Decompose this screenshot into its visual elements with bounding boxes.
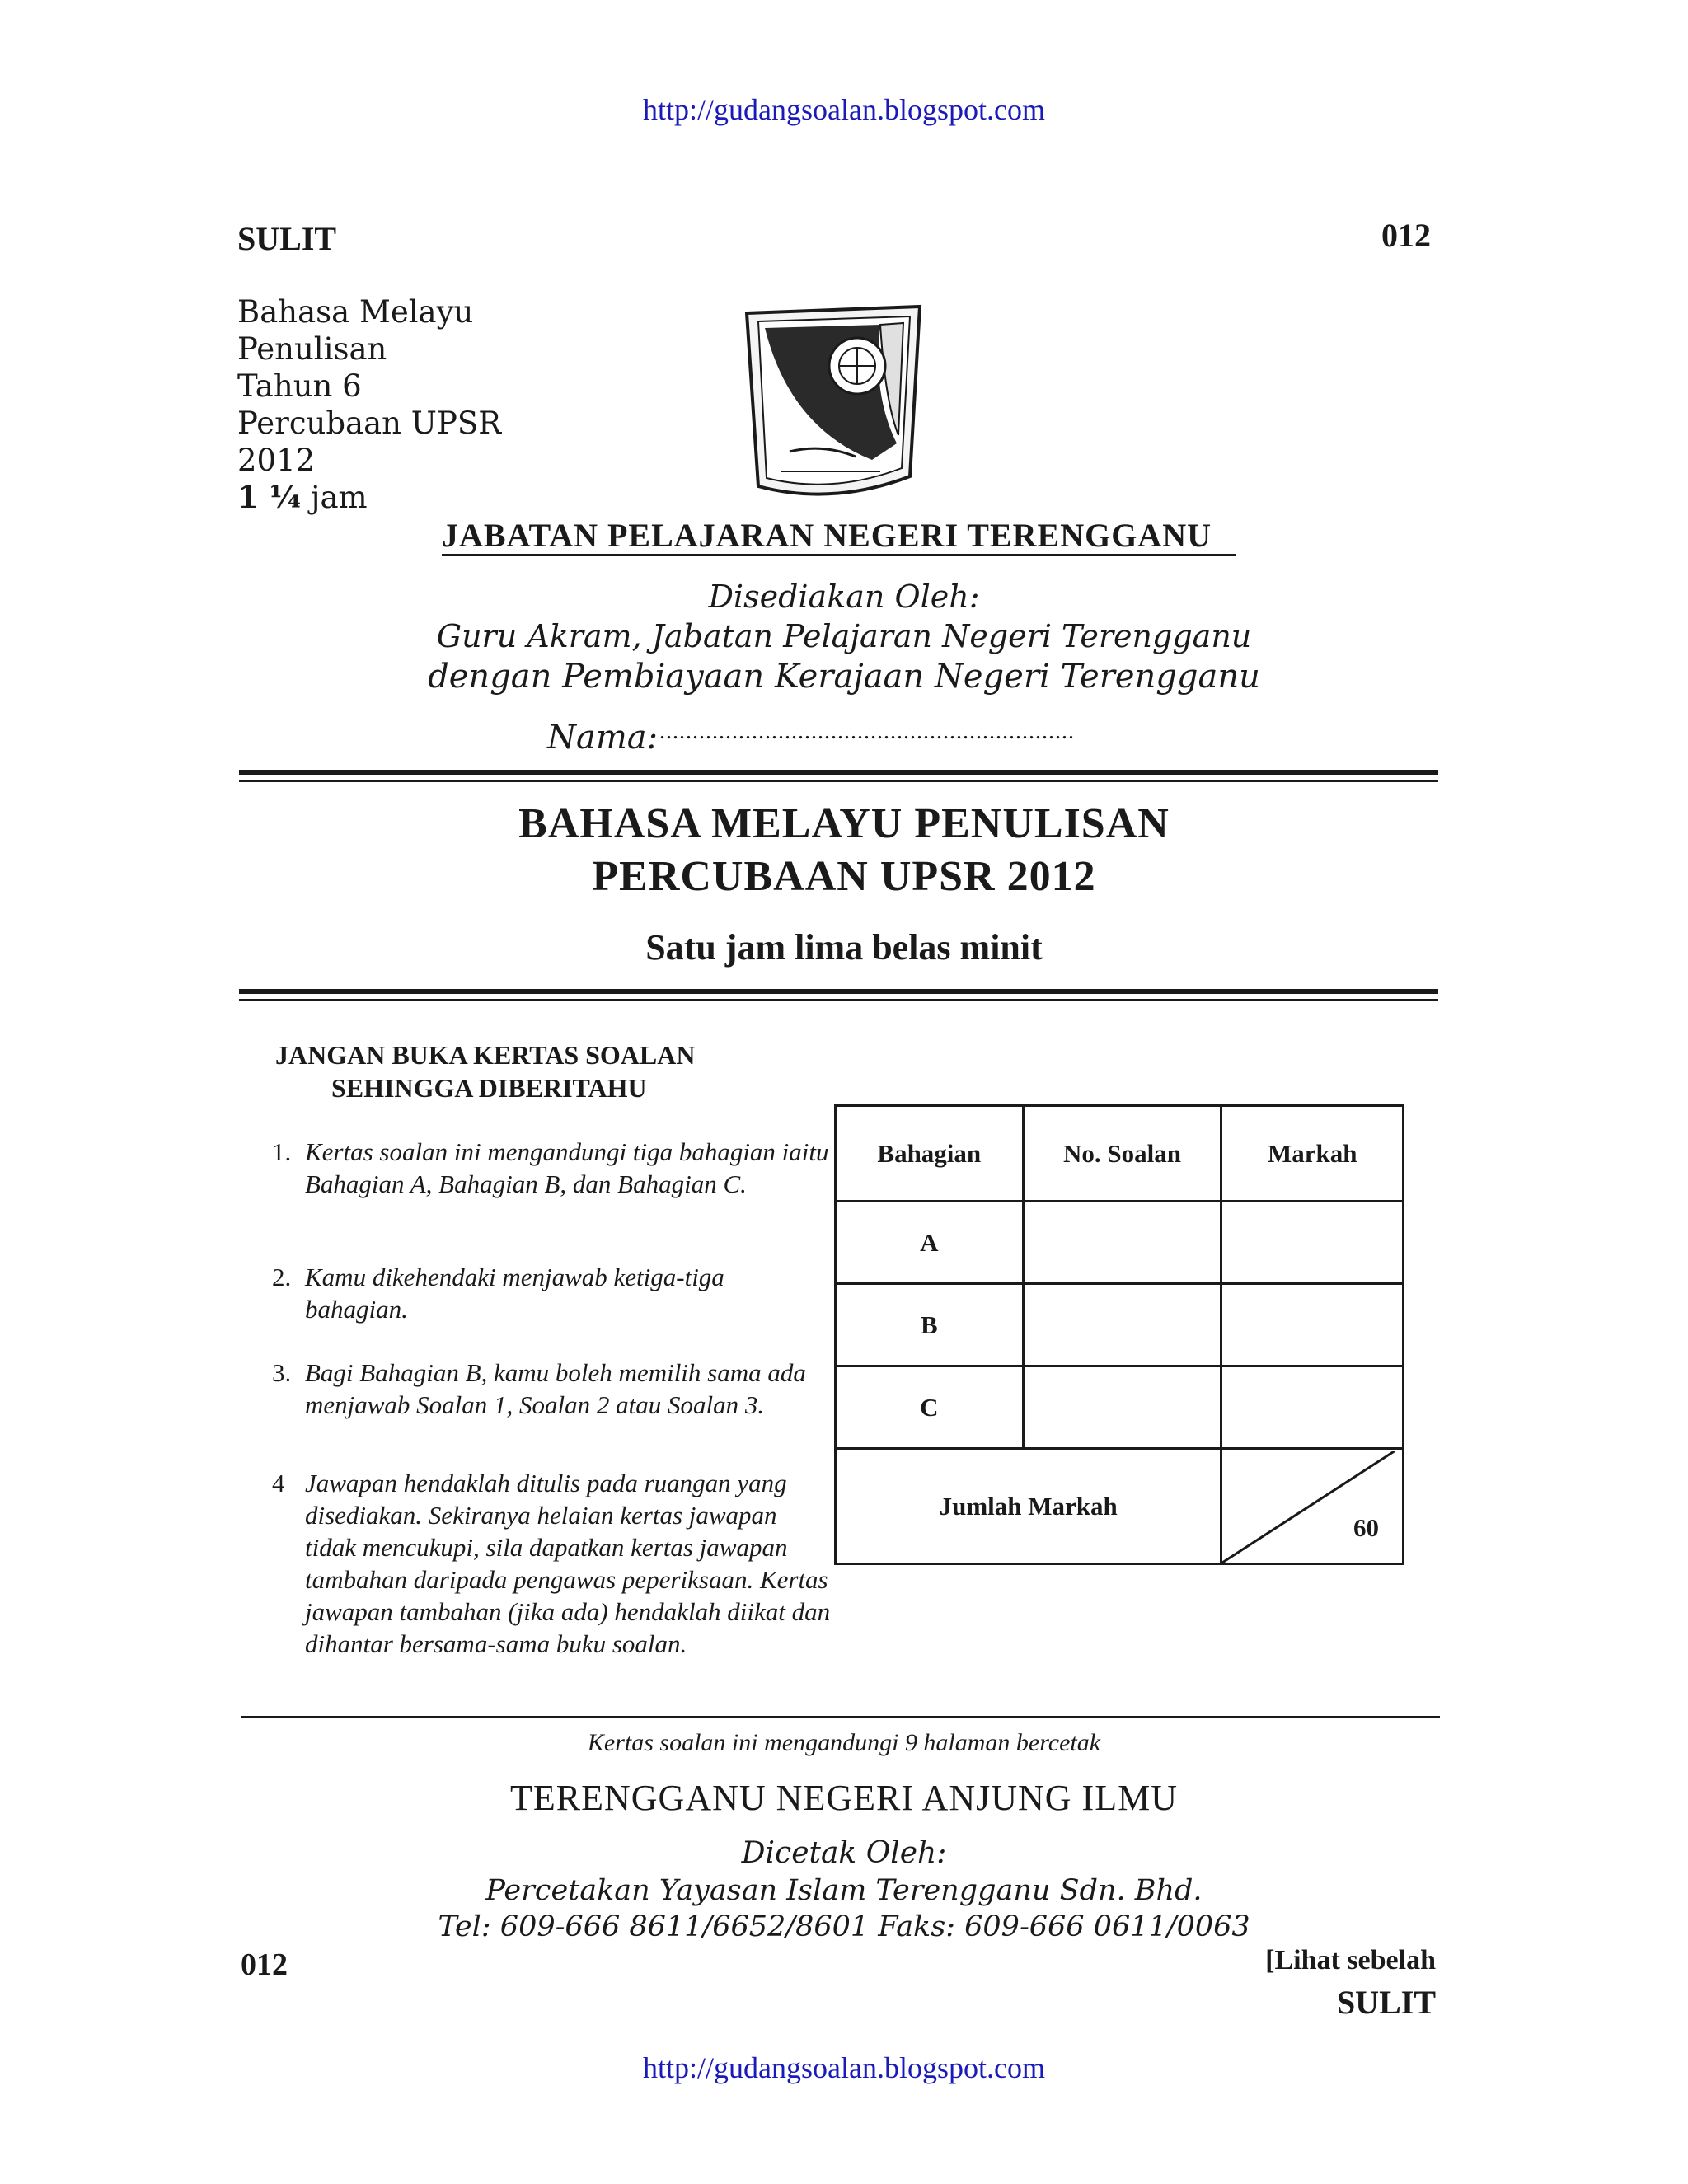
total-row	[836, 1449, 1404, 1564]
main-title: BAHASA MELAYU PENULISAN	[518, 800, 1170, 847]
printer-contact: Tel: 609-666 8611/6652/8601 Faks: 609-666 0611/0063	[438, 1910, 1250, 1943]
divider-top-thin	[239, 780, 1438, 782]
section-cell: C	[836, 1366, 1024, 1449]
year-level: Tahun 6	[237, 368, 362, 404]
warning-line-1: JANGAN BUKA KERTAS SOALAN	[275, 1040, 696, 1070]
duration-text: Satu jam lima belas minit	[645, 927, 1043, 968]
diagonal-line	[1222, 1451, 1395, 1563]
marks-table	[834, 1104, 1404, 1565]
department-underline	[442, 554, 1236, 556]
printed-label: Dicetak Oleh:	[741, 1836, 947, 1870]
instruction-number: 3.	[272, 1358, 292, 1387]
paper-meta	[237, 293, 501, 516]
see-next-page: [Lihat sebelah	[1265, 1945, 1436, 1975]
divider-top-thick	[239, 770, 1438, 775]
exam-name: Percubaan UPSR	[237, 405, 502, 441]
table-row	[836, 1284, 1404, 1366]
department-name: JABATAN PELAJARAN NEGERI TERENGGANU	[442, 517, 1212, 554]
printer-name: Percetakan Yayasan Islam Terengganu Sdn. Bhd.	[485, 1874, 1203, 1907]
instruction-text: Kamu dikehendaki menjawab ketiga-tiga bahagian.	[305, 1263, 724, 1324]
instruction-item	[272, 1357, 832, 1421]
instruction-text: Jawapan hendaklah ditulis pada ruangan yang disediakan. Sekiranya helaian kertas jawapan tidak mencukupi, sila dapatkan kertas jawapan tambahan daripada pengawas peperiksaan. Kertas jawapan tambahan (jika ada) hendaklah diikat dan dihantar bersama-sama buku soalan.	[305, 1469, 831, 1658]
duration	[237, 479, 501, 516]
instruction-text: Kertas soalan ini mengandungi tiga bahagian iaitu Bahagian A, Bahagian B, dan Bahagian C.	[305, 1137, 829, 1198]
pages-note: Kertas soalan ini mengandungi 9 halaman bercetak	[587, 1729, 1101, 1756]
paper-code: 012	[1381, 217, 1431, 254]
name-label: Nama:	[547, 719, 659, 757]
section-cell: B	[836, 1284, 1024, 1366]
table-row	[836, 1202, 1404, 1284]
paper-type: Penulisan	[237, 331, 387, 367]
instruction-number: 4	[272, 1469, 285, 1497]
motto: TERENGGANU NEGERI ANJUNG ILMU	[510, 1778, 1178, 1818]
header-markah: Markah	[1221, 1106, 1404, 1202]
funding-note: dengan Pembiayaan Kerajaan Negeri Terengganu	[428, 658, 1260, 696]
prepared-by: Guru Akram, Jabatan Pelajaran Negeri Terengganu	[436, 618, 1252, 654]
total-label-text: Jumlah Markah	[939, 1491, 1118, 1521]
footer-classification: SULIT	[1336, 1984, 1436, 2021]
section-cell: A	[836, 1202, 1024, 1284]
marks-cell[interactable]	[1221, 1284, 1404, 1366]
total-marks-cell[interactable]	[1221, 1449, 1404, 1564]
instruction-item	[272, 1136, 832, 1200]
jabatan-crest-icon	[740, 303, 926, 501]
instruction-number: 1.	[272, 1137, 292, 1166]
divider-mid-thick	[239, 989, 1438, 994]
warning-line-2: SEHINGGA DIBERITAHU	[331, 1073, 647, 1103]
header-no-soalan: No. Soalan	[1023, 1106, 1221, 1202]
main-subtitle: PERCUBAAN UPSR 2012	[592, 853, 1096, 900]
question-no-cell[interactable]	[1023, 1366, 1221, 1449]
header-bahagian: Bahagian	[836, 1106, 1024, 1202]
instruction-number: 2.	[272, 1263, 292, 1291]
total-max-marks: 60	[1353, 1513, 1379, 1542]
duration-unit: jam	[310, 480, 368, 515]
marks-cell[interactable]	[1221, 1366, 1404, 1449]
subject: Bahasa Melayu	[237, 294, 474, 330]
marks-cell[interactable]	[1221, 1202, 1404, 1284]
source-url-top[interactable]: http://gudangsoalan.blogspot.com	[643, 93, 1045, 126]
source-url-bottom[interactable]: http://gudangsoalan.blogspot.com	[643, 2051, 1045, 2084]
instruction-item	[272, 1467, 832, 1660]
exam-year: 2012	[237, 443, 316, 478]
question-no-cell[interactable]	[1023, 1284, 1221, 1366]
classification-label: SULIT	[237, 220, 337, 257]
instruction-text: Bagi Bahagian B, kamu boleh memilih sama ada menjawab Soalan 1, Soalan 2 atau Soalan 3.	[305, 1358, 806, 1419]
footer-paper-code: 012	[241, 1947, 288, 1982]
total-label	[836, 1449, 1221, 1564]
prepared-label: Disediakan Oleh:	[708, 579, 980, 615]
name-input[interactable]: ...............................................................	[659, 719, 1075, 744]
question-no-cell[interactable]	[1023, 1202, 1221, 1284]
table-header-row	[836, 1106, 1404, 1202]
footer-divider	[241, 1716, 1440, 1718]
instruction-item	[272, 1261, 832, 1325]
duration-number: 1 ¼	[237, 479, 302, 515]
divider-mid-thin	[239, 999, 1438, 1001]
table-row	[836, 1366, 1404, 1449]
